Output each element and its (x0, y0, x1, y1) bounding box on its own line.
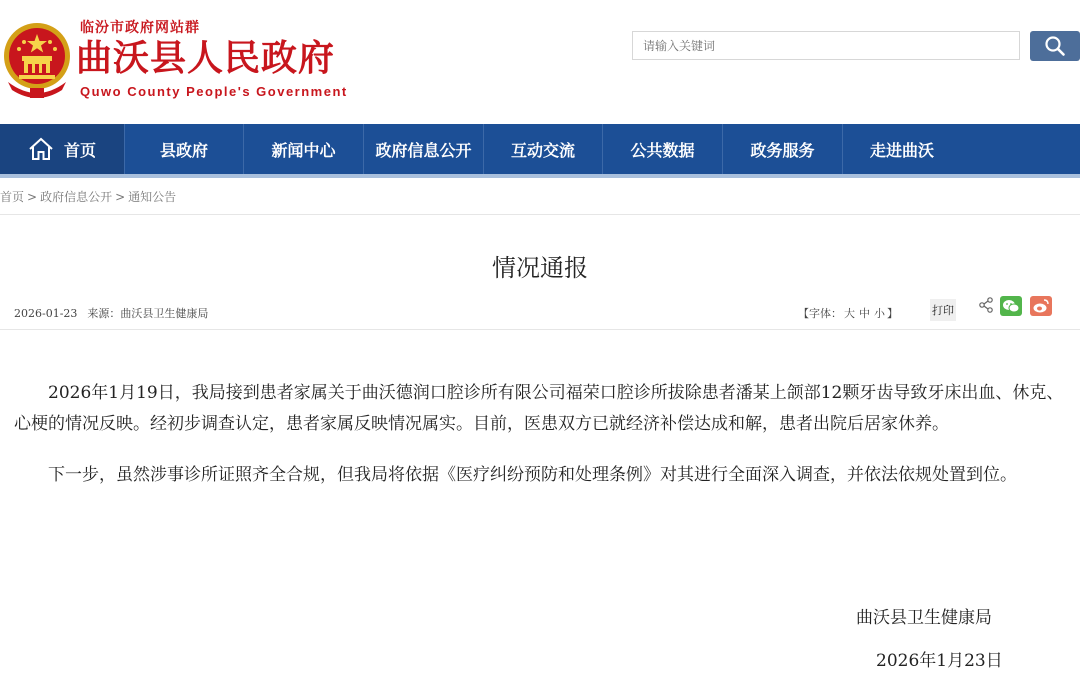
site-group-label[interactable]: 临汾市政府网站群 (80, 20, 200, 36)
article-date: 2026-01-23 (14, 307, 78, 320)
nav-label-county-gov: 县政府 (159, 140, 208, 160)
nav-label-gov-services: 政务服务 (750, 140, 815, 160)
signature-date: 2026年1月23日 (876, 651, 1003, 671)
font-size-label-open: 【字体： (798, 307, 842, 320)
nav-item-interaction[interactable] (484, 124, 602, 174)
font-size-large[interactable]: 大 (844, 307, 855, 320)
font-size-control (798, 305, 898, 321)
breadcrumb-separator: > (27, 190, 38, 204)
nav-label-gov-info: 政府信息公开 (375, 140, 472, 160)
source-label: 来源： (87, 307, 121, 320)
font-size-medium[interactable]: 中 (859, 307, 870, 320)
font-size-small[interactable]: 小 (874, 307, 885, 320)
home-icon (28, 137, 54, 161)
nav-item-news-center[interactable] (244, 124, 363, 174)
article-paragraph: 下一步，虽然涉事诊所证照齐全合规，但我局将依据《医疗纠纷预防和处理条例》对其进行全面深入调查，并依法依规处置到位。 (48, 465, 1017, 485)
nav-label-news-center: 新闻中心 (271, 140, 336, 160)
meta-divider (0, 329, 1080, 330)
nav-item-home[interactable] (0, 124, 124, 174)
site-subtitle: Quwo County People's Government (80, 84, 348, 99)
wechat-share-icon[interactable] (1000, 296, 1022, 316)
search-icon (1044, 35, 1066, 57)
main-nav (0, 124, 1080, 178)
signature-org: 曲沃县卫生健康局 (856, 608, 992, 628)
article-meta (14, 305, 208, 321)
nav-label-public-data: 公共数据 (630, 140, 695, 160)
article-title: 情况通报 (492, 254, 588, 282)
font-size-label-close: 】 (887, 307, 898, 320)
search-box (632, 31, 1020, 60)
breadcrumb-gov-info[interactable]: 政府信息公开 (40, 190, 113, 204)
nav-label-home: 首页 (63, 140, 96, 160)
search-button[interactable] (1030, 31, 1080, 61)
print-button[interactable]: 打印 (930, 299, 956, 321)
nav-item-county-gov[interactable] (125, 124, 243, 174)
breadcrumb-separator: > (115, 190, 126, 204)
article-paragraph: 2026年1月19日，我局接到患者家属关于曲沃德润口腔诊所有限公司福荣口腔诊所拔除患者潘某上颌部12颗牙齿导致牙床出血、休克、心梗的情况反映。经初步调查认定，患者家属反映情况属实。目前，医患双方已就经济补偿达成和解，患者出院后居家休养。 (14, 383, 1064, 434)
site-title[interactable]: 曲沃县人民政府 (76, 37, 336, 79)
search-input[interactable] (633, 32, 1019, 59)
site-header (0, 0, 1080, 124)
article-source: 曲沃县卫生健康局 (120, 307, 209, 320)
breadcrumb-divider (0, 214, 1080, 215)
breadcrumb-home[interactable]: 首页 (0, 190, 25, 204)
nav-label-about-quwo: 走进曲沃 (869, 140, 934, 160)
breadcrumb (0, 188, 176, 205)
nav-label-interaction: 互动交流 (510, 140, 575, 160)
nav-item-about-quwo[interactable] (843, 124, 961, 174)
share-icon[interactable] (979, 297, 993, 313)
national-emblem-icon (2, 20, 72, 100)
weibo-share-icon[interactable] (1030, 296, 1052, 316)
nav-item-gov-services[interactable] (723, 124, 842, 174)
nav-item-public-data[interactable] (603, 124, 722, 174)
nav-item-gov-info[interactable] (364, 124, 483, 174)
breadcrumb-notices[interactable]: 通知公告 (128, 190, 177, 204)
